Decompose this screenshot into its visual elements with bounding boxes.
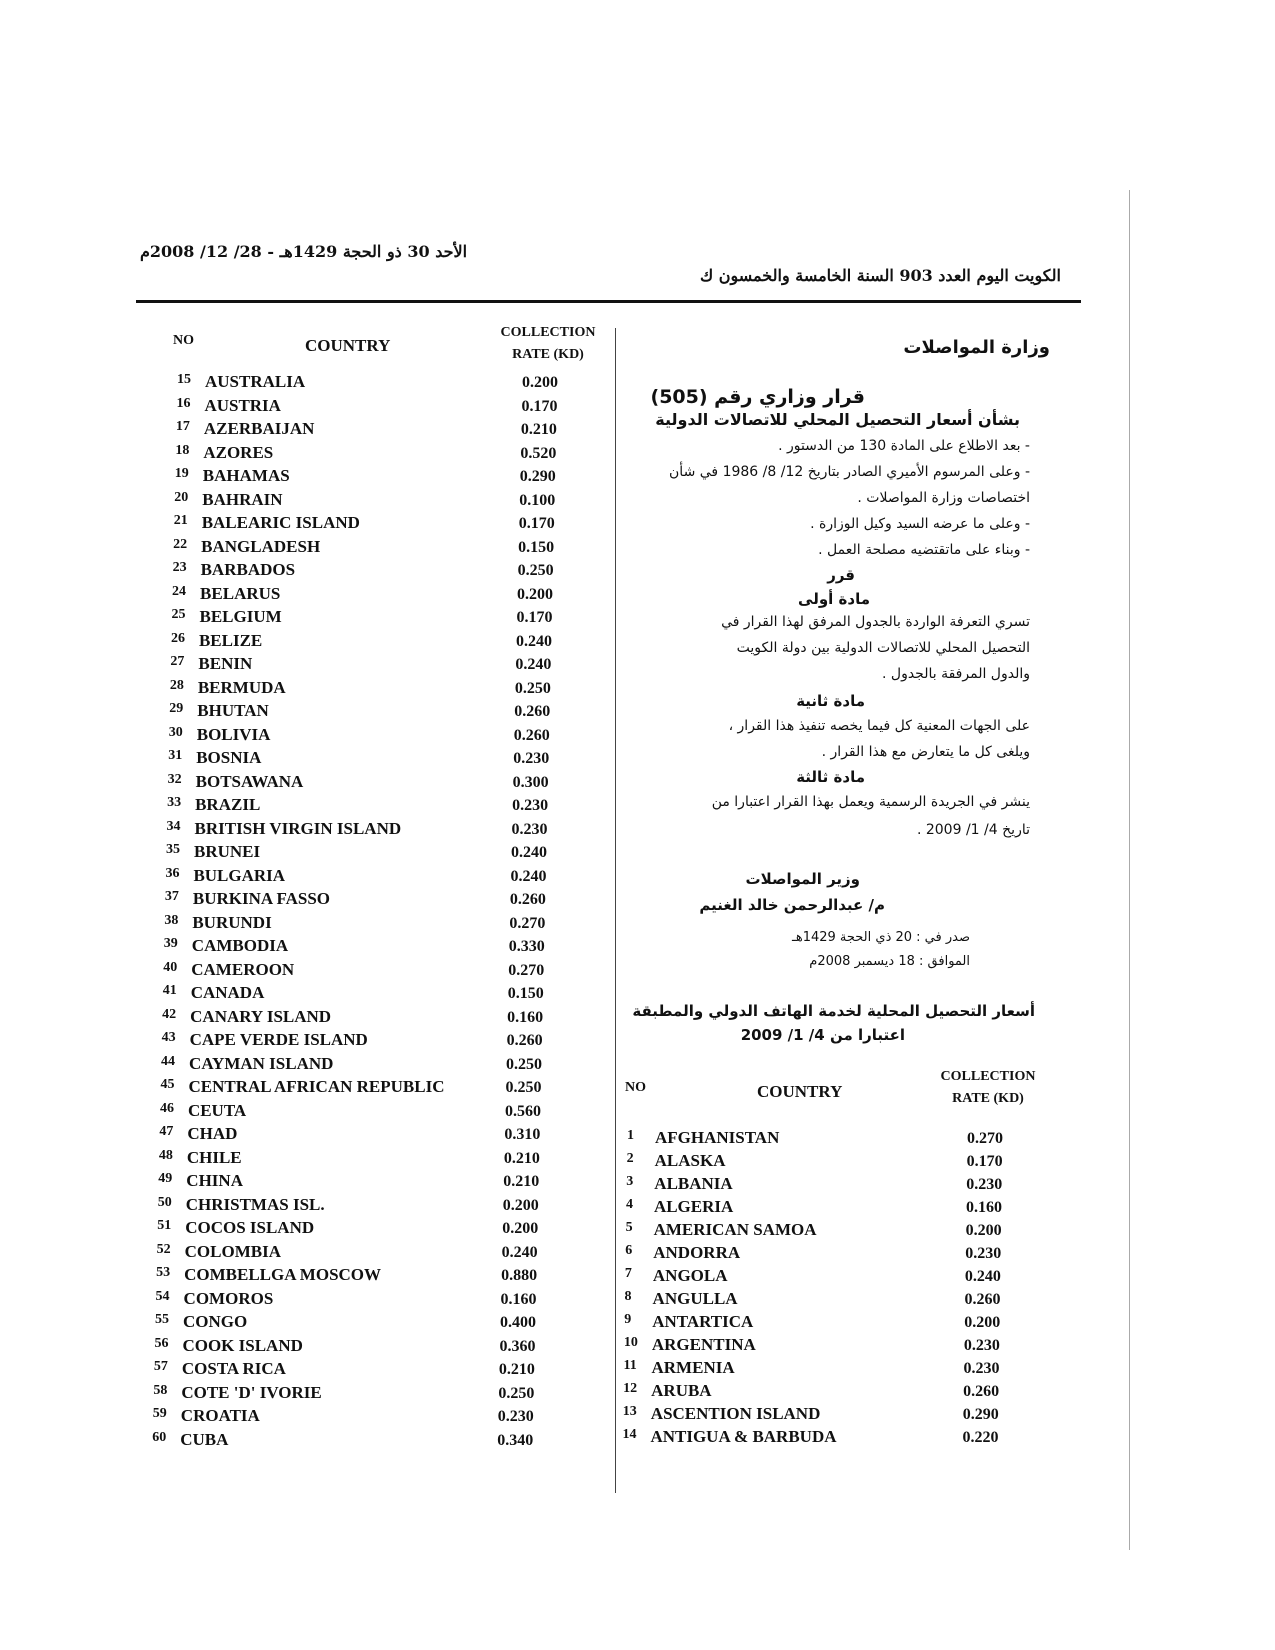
table-row [155,1312,580,1335]
collection-rate: 0.260 [963,1383,1000,1400]
row-number: 20 [174,489,189,505]
collection-rate: 0.200 [965,1222,1002,1239]
right-header-rate [933,1066,1043,1110]
country-name: CAPE VERDE ISLAND [189,1030,368,1049]
row-number: 46 [159,1100,174,1116]
right-header-country: COUNTRY [757,1082,843,1101]
table-row [173,537,598,560]
signature-title: وزير المواصلات [745,870,860,888]
table-row [624,1312,1044,1335]
table-row [626,1174,1046,1197]
row-number: 18 [175,442,190,458]
row-number: 34 [166,818,181,834]
collection-rate: 0.340 [497,1431,534,1449]
collection-rate: 0.230 [511,820,548,838]
row-number: 53 [156,1265,171,1280]
table-row [167,795,592,818]
row-number: 4 [625,1197,633,1212]
decided-heading: قرر [827,566,855,584]
row-number: 59 [152,1406,167,1421]
table-row [154,1336,579,1359]
row-number: 24 [172,583,187,599]
table-row [170,678,595,701]
row-number: 23 [172,560,187,575]
country-name: ARGENTINA [651,1335,756,1354]
collection-rate: 0.230 [513,750,550,767]
country-name: COMBELLGA MOSCOW [184,1265,382,1284]
table-row [153,1406,578,1429]
row-number: 26 [170,630,185,646]
column-divider [615,328,616,1493]
country-name: BENIN [198,654,253,673]
collection-rate: 0.250 [514,679,551,697]
left-header-no: NO [173,333,194,348]
table-row [168,748,593,771]
left-header-country: COUNTRY [305,336,391,355]
table-row [160,1101,585,1124]
collection-rate: 0.200 [517,585,554,603]
row-number: 12 [623,1381,638,1396]
row-number: 43 [161,1030,176,1045]
row-number: 3 [626,1174,634,1189]
table-row [175,466,600,489]
country-name: BAHRAIN [202,489,283,509]
table-caption-1: أسعار التحصيل المحلية لخدمة الهاتف الدولي والمطبقة [632,1002,1035,1020]
collection-rate: 0.170 [516,609,553,626]
collection-rate: 0.310 [504,1126,541,1143]
row-number: 2 [626,1151,634,1166]
right-header-no: NO [625,1080,646,1095]
collection-rate: 0.230 [512,797,549,814]
country-name: ASCENTION ISLAND [650,1404,821,1423]
country-name: CANARY ISLAND [190,1006,332,1026]
table-row [163,983,588,1006]
country-name: CROATIA [180,1406,260,1425]
table-row [162,1007,587,1030]
country-name: ARMENIA [651,1358,735,1377]
collection-rate: 0.300 [512,773,549,791]
table-row [627,1151,1047,1174]
row-number: 14 [622,1427,637,1442]
country-name: AFGHANISTAN [655,1128,780,1147]
article-2-line-1: على الجهات المعنية كل فيما يخصه تنفيذ هذا القرار ، [728,718,1030,734]
row-number: 25 [171,607,186,622]
row-number: 49 [158,1171,173,1186]
table-row [161,1077,586,1100]
table-row [176,419,601,442]
preamble-line-3: اختصاصات وزارة المواصلات . [857,490,1030,506]
country-name: BALEARIC ISLAND [201,513,360,532]
table-row [624,1358,1044,1381]
table-row [165,889,590,912]
collection-rate: 0.880 [501,1267,538,1284]
table-row [164,936,589,959]
table-row [166,842,591,865]
collection-rate: 0.240 [515,632,552,650]
collection-rate: 0.200 [502,1220,539,1237]
table-row [164,913,589,936]
country-name: BELGIUM [199,607,282,626]
country-name: CENTRAL AFRICAN REPUBLIC [188,1077,445,1096]
country-name: AMERICAN SAMOA [653,1220,817,1239]
collection-rate: 0.160 [507,1008,544,1026]
collection-rate: 0.250 [506,1055,543,1073]
table-row [156,1265,581,1288]
collection-rate: 0.100 [519,491,556,509]
collection-rate: 0.360 [499,1337,536,1355]
country-name: BARBADOS [200,560,296,579]
ministry-heading: وزارة المواصلات [903,337,1050,358]
collection-rate: 0.210 [520,421,557,438]
table-row [174,513,599,536]
collection-rate: 0.260 [513,726,550,744]
country-name: BURKINA FASSO [192,889,331,908]
row-number: 15 [177,372,191,387]
row-number: 48 [158,1147,173,1163]
collection-rate: 0.270 [967,1130,1003,1147]
table-row [625,1266,1045,1289]
country-name: BRAZIL [195,795,261,814]
collection-rate: 0.240 [511,844,547,861]
table-row [169,701,594,724]
table-row [159,1124,584,1147]
table-row [158,1195,583,1218]
row-number: 11 [623,1358,637,1373]
row-number: 30 [168,724,183,740]
preamble-line-5: - وبناء على ماتقتضيه مصلحة العمل . [818,542,1030,558]
country-name: CANADA [190,983,265,1002]
table-row [162,1030,587,1053]
table-row [157,1218,582,1241]
table-caption-2: اعتبارا من 4/ 1/ 2009 [740,1026,905,1044]
table-row [625,1243,1045,1266]
table-row [171,631,596,654]
row-number: 45 [160,1077,175,1092]
collection-rate: 0.260 [506,1032,543,1049]
page-edge-rule [1129,190,1130,1550]
country-name: BERMUDA [197,677,286,697]
country-name: CONGO [183,1312,248,1331]
collection-rate: 0.160 [965,1199,1002,1216]
row-number: 16 [176,395,191,411]
collection-rate: 0.260 [514,703,551,720]
collection-rate: 0.240 [964,1268,1001,1285]
row-number: 31 [168,748,183,763]
table-row [152,1430,577,1453]
table-row [156,1289,581,1312]
table-row [158,1171,583,1194]
country-name: CUBA [180,1429,229,1449]
country-name: BURUNDI [192,912,272,932]
row-number: 10 [623,1335,638,1350]
country-name: BAHAMAS [202,466,290,485]
header-date: الأحد 30 ذو الحجة 1429هـ - 28/ 12/ 2008م [140,242,468,261]
collection-rate: 0.230 [963,1337,1000,1354]
right-header-rate-line1: COLLECTION [940,1069,1036,1084]
table-row [623,1404,1043,1427]
table-row [626,1197,1046,1220]
country-name: CHAD [187,1124,238,1143]
country-name: BRITISH VIRGIN ISLAND [194,818,402,838]
header-issue: الكويت اليوم العدد 903 السنة الخامسة والخمسون ك [700,266,1061,285]
country-name: COTE 'D' IVORIE [181,1382,322,1402]
collection-rate: 0.230 [497,1408,534,1425]
country-name: ANGULLA [652,1289,738,1308]
row-number: 54 [155,1288,170,1304]
collection-rate: 0.560 [504,1102,541,1120]
collection-rate: 0.160 [500,1290,537,1308]
row-number: 42 [162,1006,177,1022]
table-row [157,1242,582,1265]
collection-rate: 0.150 [507,985,544,1002]
article-1-line-1: تسري التعرفة الواردة بالجدول المرفق لهذا القرار في [721,614,1030,630]
row-number: 1 [627,1128,634,1143]
collection-rate: 0.260 [509,891,546,908]
decree-title: قرار وزاري رقم (505) [650,386,865,408]
table-row [176,396,601,419]
country-name: CAYMAN ISLAND [189,1053,334,1073]
country-name: BELIZE [198,630,263,650]
table-row [165,866,590,889]
article-1-line-3: والدول المرفقة بالجدول . [882,666,1030,682]
country-name: COMOROS [183,1288,274,1308]
row-number: 33 [167,795,182,810]
collection-rate: 0.210 [498,1361,535,1378]
collection-rate: 0.240 [515,656,552,673]
table-row [169,725,594,748]
row-number: 40 [163,959,178,975]
collection-rate: 0.290 [962,1406,999,1423]
table-row [170,654,595,677]
row-number: 27 [170,654,185,669]
country-name: CHRISTMAS ISL. [185,1194,325,1214]
row-number: 22 [173,536,188,552]
country-name: BELARUS [200,583,281,603]
collection-rate: 0.230 [965,1245,1002,1262]
row-number: 8 [624,1289,632,1304]
collection-rate: 0.230 [963,1360,1000,1377]
issued-gregorian: الموافق : 18 ديسمبر 2008م [809,954,970,969]
country-name: COOK ISLAND [182,1335,303,1355]
row-number: 57 [153,1359,168,1374]
row-number: 52 [156,1241,171,1257]
table-row [623,1381,1043,1404]
country-name: BRUNEI [194,842,261,861]
country-name: CHINA [186,1171,243,1190]
collection-rate: 0.400 [500,1314,536,1331]
row-number: 50 [157,1194,172,1210]
collection-rate: 0.220 [962,1429,999,1446]
collection-rate: 0.250 [517,562,554,579]
country-name: CAMEROON [191,959,295,979]
country-name: ALBANIA [654,1174,733,1193]
row-number: 56 [154,1335,169,1351]
preamble-line-1: - بعد الاطلاع على المادة 130 من الدستور . [778,438,1030,454]
country-name: COLOMBIA [184,1241,281,1261]
collection-rate: 0.520 [520,444,557,462]
country-name: ANGOLA [652,1266,728,1285]
row-number: 6 [625,1243,633,1258]
article-2-line-2: ويلغى كل ما يتعارض مع هذا القرار . [821,744,1030,760]
country-name: AZORES [203,442,274,462]
signature-name: م/ عبدالرحمن خالد الغنيم [699,896,885,914]
table-row [163,960,588,983]
row-number: 29 [169,701,184,716]
table-row [161,1054,586,1077]
country-name: BOTSAWANA [195,771,304,791]
collection-rate: 0.250 [505,1079,542,1096]
row-number: 36 [165,865,180,881]
country-name: BANGLADESH [201,536,321,556]
country-name: AUSTRALIA [205,372,306,391]
collection-rate: 0.290 [519,468,556,485]
row-number: 38 [164,912,179,928]
article-1-line-2: التحصيل المحلي للاتصالات الدولية بين دولة الكويت [736,640,1030,656]
row-number: 58 [153,1382,168,1398]
row-number: 47 [159,1124,174,1139]
row-number: 5 [625,1220,633,1235]
country-name: CEUTA [187,1100,247,1120]
collection-rate: 0.150 [518,538,555,556]
country-name: CAMBODIA [191,936,289,955]
table-row [153,1383,578,1406]
country-name: AUSTRIA [204,395,281,415]
row-number: 55 [155,1312,169,1327]
country-name: ALASKA [654,1151,726,1170]
row-number: 7 [624,1266,632,1281]
header-rule [136,300,1081,303]
row-number: 32 [167,771,182,787]
table-row [177,372,602,395]
collection-rate: 0.250 [498,1384,535,1402]
table-row [173,560,598,583]
row-number: 51 [157,1218,172,1233]
collection-rate: 0.170 [521,397,558,415]
left-header-rate-line2: RATE (KD) [512,347,584,362]
country-name: ANDORRA [653,1243,741,1262]
collection-rate: 0.170 [518,515,555,532]
row-number: 17 [175,419,190,434]
row-number: 35 [166,842,180,857]
table-row [622,1427,1042,1450]
row-number: 60 [152,1429,167,1445]
table-row [627,1128,1047,1151]
article-3-line-1: ينشر في الجريدة الرسمية ويعمل بهذا القرار اعتبارا من [711,794,1030,810]
decree-subject: بشأن أسعار التحصيل المحلي للاتصالات الدولية [655,410,1020,429]
country-name: BOSNIA [196,748,262,767]
preamble-line-4: - وعلى ما عرضه السيد وكيل الوزارة . [810,516,1030,532]
article-3-line-2: تاريخ 4/ 1/ 2009 . [916,822,1030,838]
country-name: COSTA RICA [181,1359,286,1378]
country-name: CHILE [186,1147,242,1167]
country-name: COCOS ISLAND [185,1218,315,1237]
country-name: AZERBAIJAN [203,419,315,438]
collection-rate: 0.240 [501,1243,538,1261]
table-row [168,772,593,795]
table-row [174,490,599,513]
country-name: ANTIGUA & BARBUDA [650,1427,837,1446]
right-header-rate-line2: RATE (KD) [952,1091,1024,1106]
table-row [159,1148,584,1171]
article-2-title: مادة ثانية [796,692,865,710]
preamble-line-2: - وعلى المرسوم الأميري الصادر بتاريخ 12/ 8/ 1986 في شأن [669,464,1030,480]
collection-rate: 0.270 [509,914,546,932]
row-number: 21 [173,513,188,528]
table-row [626,1220,1046,1243]
row-number: 41 [162,983,177,998]
collection-rate: 0.200 [522,374,558,391]
table-row [625,1289,1045,1312]
collection-rate: 0.210 [503,1173,540,1190]
row-number: 28 [169,677,184,693]
table-row [175,443,600,466]
collection-rate: 0.230 [966,1176,1003,1193]
row-number: 37 [164,889,179,904]
table-row [172,584,597,607]
country-name: ALGERIA [653,1197,734,1216]
table-row [167,819,592,842]
collection-rate: 0.170 [966,1153,1003,1170]
collection-rate: 0.330 [508,938,545,955]
table-row [172,607,597,630]
left-header-rate-line1: COLLECTION [500,325,596,340]
issued-hijri: صدر في : 20 ذي الحجة 1429هـ [792,930,970,945]
row-number: 39 [163,936,178,951]
row-number: 19 [174,466,189,481]
country-name: BOLIVIA [196,724,271,744]
row-number: 13 [622,1404,637,1419]
country-name: ANTARTICA [652,1312,754,1331]
collection-rate: 0.260 [964,1291,1001,1308]
row-number: 9 [624,1312,632,1327]
collection-rate: 0.270 [508,961,545,979]
country-name: BULGARIA [193,865,286,885]
country-name: ARUBA [651,1381,712,1400]
article-1-title: مادة أولى [798,590,870,608]
collection-rate: 0.200 [964,1314,1001,1331]
row-number: 44 [161,1053,176,1069]
table-row [624,1335,1044,1358]
collection-rate: 0.240 [510,867,547,885]
country-name: BHUTAN [197,701,269,720]
collection-rate: 0.210 [503,1149,540,1167]
collection-rate: 0.200 [502,1196,539,1214]
article-3-title: مادة ثالثة [796,768,865,786]
left-header-rate [493,322,603,366]
table-row [154,1359,579,1382]
